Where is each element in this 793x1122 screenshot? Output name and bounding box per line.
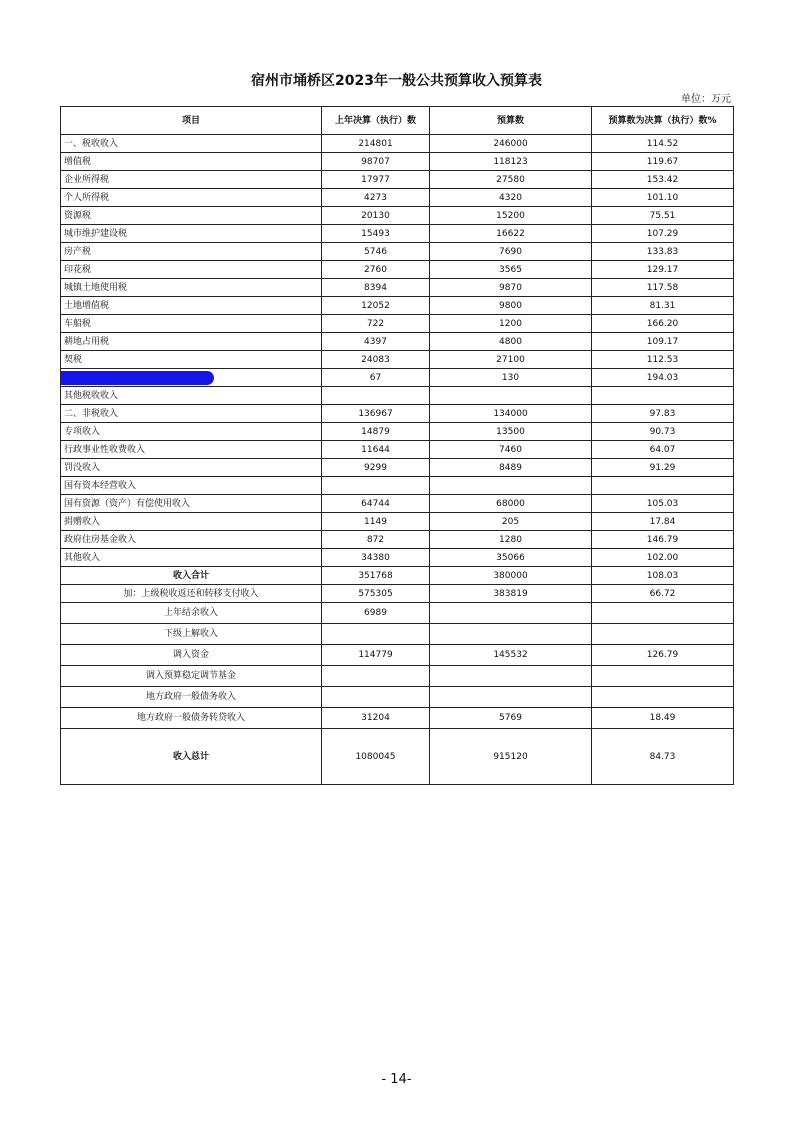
row-budget [430, 603, 592, 624]
row-budget: 4320 [430, 189, 592, 207]
table-row [61, 369, 734, 387]
row-prev-actual: 14879 [322, 423, 430, 441]
row-percent: 91.29 [592, 459, 734, 477]
row-item-name: 印花税 [61, 261, 322, 279]
table-row [61, 567, 734, 585]
table-row [61, 708, 734, 729]
row-percent: 126.79 [592, 645, 734, 666]
row-percent: 109.17 [592, 333, 734, 351]
row-item-name: 加：上级税收返还和转移支付收入 [61, 585, 322, 603]
row-prev-actual: 11644 [322, 441, 430, 459]
row-item-name: 其他税收收入 [61, 387, 322, 405]
table-row [61, 729, 734, 785]
row-item-name: 收入总计 [61, 729, 322, 785]
table-row [61, 495, 734, 513]
table-row [61, 171, 734, 189]
row-prev-actual [322, 687, 430, 708]
row-budget: 205 [430, 513, 592, 531]
row-budget: 915120 [430, 729, 592, 785]
row-budget: 15200 [430, 207, 592, 225]
row-percent [592, 624, 734, 645]
row-prev-actual: 1149 [322, 513, 430, 531]
row-prev-actual [322, 666, 430, 687]
row-prev-actual [322, 477, 430, 495]
row-item-name: 调入资金 [61, 645, 322, 666]
row-budget: 13500 [430, 423, 592, 441]
row-item-name: 房产税 [61, 243, 322, 261]
row-percent [592, 687, 734, 708]
row-budget: 145532 [430, 645, 592, 666]
table-row [61, 666, 734, 687]
row-prev-actual: 4273 [322, 189, 430, 207]
row-budget: 27100 [430, 351, 592, 369]
row-budget: 130 [430, 369, 592, 387]
row-percent: 81.31 [592, 297, 734, 315]
row-budget [430, 624, 592, 645]
row-budget: 68000 [430, 495, 592, 513]
row-percent: 119.67 [592, 153, 734, 171]
row-percent: 117.58 [592, 279, 734, 297]
row-prev-actual: 9299 [322, 459, 430, 477]
row-percent [592, 603, 734, 624]
row-prev-actual [322, 387, 430, 405]
row-item-name [61, 369, 322, 387]
row-prev-actual: 351768 [322, 567, 430, 585]
row-budget: 1200 [430, 315, 592, 333]
row-percent: 153.42 [592, 171, 734, 189]
table-row [61, 225, 734, 243]
row-item-name: 二、非税收入 [61, 405, 322, 423]
table-body [61, 135, 734, 785]
header-percent: 预算数为决算（执行）数% [592, 107, 734, 135]
row-prev-actual: 136967 [322, 405, 430, 423]
header-prev-actual: 上年决算（执行）数 [322, 107, 430, 135]
row-budget: 118123 [430, 153, 592, 171]
row-budget: 3565 [430, 261, 592, 279]
row-percent: 129.17 [592, 261, 734, 279]
table-row [61, 189, 734, 207]
row-prev-actual: 114779 [322, 645, 430, 666]
row-percent: 105.03 [592, 495, 734, 513]
table-row [61, 687, 734, 708]
table-row [61, 135, 734, 153]
row-budget: 383819 [430, 585, 592, 603]
row-percent: 194.03 [592, 369, 734, 387]
row-prev-actual: 34380 [322, 549, 430, 567]
row-prev-actual: 24083 [322, 351, 430, 369]
row-prev-actual: 575305 [322, 585, 430, 603]
row-prev-actual: 2760 [322, 261, 430, 279]
row-item-name: 城市维护建设税 [61, 225, 322, 243]
table-row [61, 513, 734, 531]
row-item-name: 下级上解收入 [61, 624, 322, 645]
row-budget: 4800 [430, 333, 592, 351]
row-prev-actual: 20130 [322, 207, 430, 225]
unit-label: 单位：万元 [681, 94, 731, 105]
row-item-name: 政府住房基金收入 [61, 531, 322, 549]
table-row [61, 645, 734, 666]
table-row [61, 585, 734, 603]
row-item-name: 契税 [61, 351, 322, 369]
row-percent: 133.83 [592, 243, 734, 261]
budget-table [60, 106, 734, 785]
row-percent: 75.51 [592, 207, 734, 225]
row-item-name: 上年结余收入 [61, 603, 322, 624]
row-item-name: 收入合计 [61, 567, 322, 585]
row-item-name: 车船税 [61, 315, 322, 333]
row-budget: 9870 [430, 279, 592, 297]
row-prev-actual: 722 [322, 315, 430, 333]
row-percent: 18.49 [592, 708, 734, 729]
row-budget: 5769 [430, 708, 592, 729]
row-prev-actual: 8394 [322, 279, 430, 297]
table-row [61, 459, 734, 477]
row-prev-actual: 98707 [322, 153, 430, 171]
row-prev-actual: 17977 [322, 171, 430, 189]
row-item-name: 个人所得税 [61, 189, 322, 207]
row-item-name: 一、税收收入 [61, 135, 322, 153]
row-item-name: 专项收入 [61, 423, 322, 441]
row-budget: 8489 [430, 459, 592, 477]
table-row [61, 333, 734, 351]
row-item-name: 资源税 [61, 207, 322, 225]
table-row [61, 603, 734, 624]
row-item-name: 城镇土地使用税 [61, 279, 322, 297]
row-prev-actual: 6989 [322, 603, 430, 624]
table-row [61, 549, 734, 567]
row-percent: 108.03 [592, 567, 734, 585]
row-percent: 102.00 [592, 549, 734, 567]
row-percent [592, 477, 734, 495]
page-number: - 14- [381, 1072, 412, 1087]
highlighted-item-name: 环境保护税 [61, 371, 215, 385]
header-budget: 预算数 [430, 107, 592, 135]
table-row [61, 279, 734, 297]
table-row [61, 243, 734, 261]
header-item: 项目 [61, 107, 322, 135]
row-budget: 27580 [430, 171, 592, 189]
row-budget: 246000 [430, 135, 592, 153]
table-row [61, 315, 734, 333]
row-percent: 146.79 [592, 531, 734, 549]
table-row [61, 624, 734, 645]
row-percent [592, 666, 734, 687]
row-prev-actual: 64744 [322, 495, 430, 513]
row-prev-actual: 5746 [322, 243, 430, 261]
row-item-name: 增值税 [61, 153, 322, 171]
row-percent: 107.29 [592, 225, 734, 243]
row-item-name: 行政事业性收费收入 [61, 441, 322, 459]
row-item-name: 地方政府一般债务转贷收入 [61, 708, 322, 729]
row-percent: 17.84 [592, 513, 734, 531]
table-row [61, 531, 734, 549]
row-budget: 9800 [430, 297, 592, 315]
table-row [61, 261, 734, 279]
row-budget [430, 666, 592, 687]
row-prev-actual: 872 [322, 531, 430, 549]
row-percent: 112.53 [592, 351, 734, 369]
row-budget [430, 687, 592, 708]
row-budget: 35066 [430, 549, 592, 567]
row-percent [592, 387, 734, 405]
row-percent: 101.10 [592, 189, 734, 207]
table-row [61, 477, 734, 495]
row-prev-actual: 214801 [322, 135, 430, 153]
table-row [61, 207, 734, 225]
row-budget [430, 387, 592, 405]
row-prev-actual [322, 624, 430, 645]
row-budget: 1280 [430, 531, 592, 549]
row-item-name: 其他收入 [61, 549, 322, 567]
row-item-name: 地方政府一般债务收入 [61, 687, 322, 708]
row-item-name: 耕地占用税 [61, 333, 322, 351]
row-item-name: 企业所得税 [61, 171, 322, 189]
row-percent: 84.73 [592, 729, 734, 785]
page-title: 宿州市埇桥区2023年一般公共预算收入预算表 [251, 73, 542, 89]
row-budget [430, 477, 592, 495]
row-item-name: 国有资源（资产）有偿使用收入 [61, 495, 322, 513]
table-row [61, 387, 734, 405]
row-percent: 166.20 [592, 315, 734, 333]
row-percent: 97.83 [592, 405, 734, 423]
row-prev-actual: 67 [322, 369, 430, 387]
row-prev-actual: 12052 [322, 297, 430, 315]
row-item-name: 土地增值税 [61, 297, 322, 315]
table-row [61, 423, 734, 441]
row-budget: 380000 [430, 567, 592, 585]
row-item-name: 罚没收入 [61, 459, 322, 477]
row-budget: 134000 [430, 405, 592, 423]
table-row [61, 405, 734, 423]
row-budget: 16622 [430, 225, 592, 243]
row-prev-actual: 1080045 [322, 729, 430, 785]
row-budget: 7690 [430, 243, 592, 261]
row-item-name: 调入预算稳定调节基金 [61, 666, 322, 687]
table-header-row [61, 107, 734, 135]
row-prev-actual: 31204 [322, 708, 430, 729]
row-percent: 64.07 [592, 441, 734, 459]
table-row [61, 297, 734, 315]
table-row [61, 153, 734, 171]
row-item-name: 捐赠收入 [61, 513, 322, 531]
row-prev-actual: 15493 [322, 225, 430, 243]
table-row [61, 351, 734, 369]
table-row [61, 441, 734, 459]
row-percent: 90.73 [592, 423, 734, 441]
row-percent: 114.52 [592, 135, 734, 153]
row-prev-actual: 4397 [322, 333, 430, 351]
row-item-name: 国有资本经营收入 [61, 477, 322, 495]
row-percent: 66.72 [592, 585, 734, 603]
row-budget: 7460 [430, 441, 592, 459]
